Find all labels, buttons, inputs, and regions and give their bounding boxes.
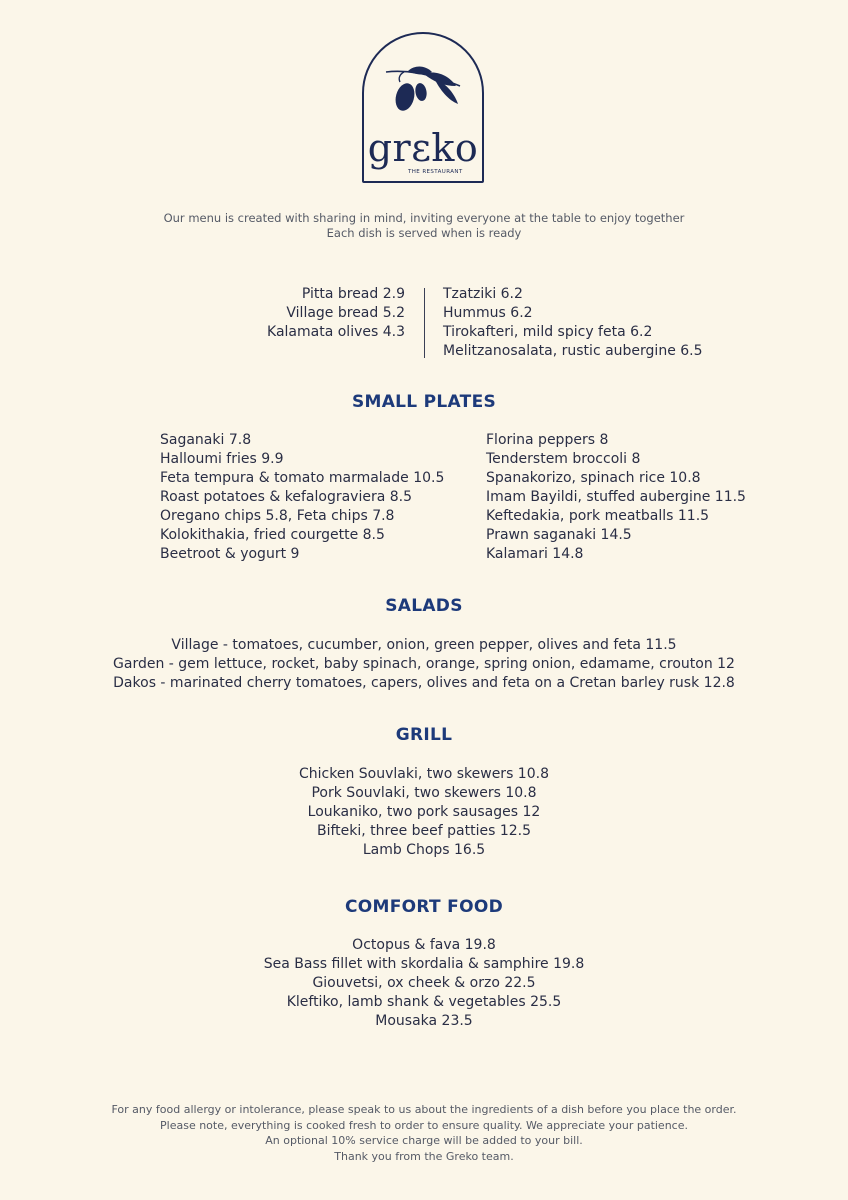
footer-line: Please note, everything is cooked fresh to order to ensure quality. We appreciate your patience. (160, 1118, 688, 1132)
menu-item: Loukaniko, two pork sausages 12 (307, 804, 541, 820)
logo-wordmark: grεko (367, 126, 479, 170)
menu-item: Prawn saganaki 14.5 (486, 527, 632, 543)
starters-right (443, 285, 703, 361)
menu-item: Tenderstem broccoli 8 (486, 451, 641, 467)
footer-line: For any food allergy or intolerance, please speak to us about the ingredients of a dish before you place the order. (111, 1103, 737, 1116)
menu-item: Pork Souvlaki, two skewers 10.8 (311, 785, 537, 801)
section-heading-small-plates: SMALL PLATES (351, 392, 497, 412)
footer-line: Thank you from the Greko team. (334, 1149, 514, 1163)
menu-item: Chicken Souvlaki, two skewers 10.8 (299, 766, 549, 782)
menu-item: Kalamata olives 4.3 (267, 324, 405, 340)
menu-item: Hummus 6.2 (443, 305, 533, 321)
menu-item: Halloumi fries 9.9 (160, 451, 284, 467)
menu-item: Saganaki 7.8 (160, 432, 252, 448)
footer-notes (0, 1102, 848, 1164)
menu-item: Village bread 5.2 (286, 305, 405, 321)
intro-text (0, 211, 848, 241)
small-plates-left (160, 431, 444, 564)
menu-item: Spanakorizo, spinach rice 10.8 (486, 470, 701, 486)
logo-tagline: THE RESTAURANT (408, 169, 463, 175)
menu-item: Tirokafteri, mild spicy feta 6.2 (443, 324, 653, 340)
starters-divider (424, 288, 425, 358)
menu-item: Beetroot & yogurt 9 (160, 546, 300, 562)
menu-item: Kalamari 14.8 (486, 546, 584, 562)
comfort-food-list (0, 936, 848, 1031)
menu-item: Melitzanosalata, rustic aubergine 6.5 (443, 343, 703, 359)
menu-item: Bifteki, three beef patties 12.5 (316, 823, 532, 839)
menu-item: Keftedakia, pork meatballs 11.5 (486, 508, 710, 524)
grill-list (0, 765, 848, 860)
menu-item: Tzatziki 6.2 (443, 286, 523, 302)
menu-item: Roast potatoes & kefalograviera 8.5 (160, 489, 413, 505)
menu-item: Mousaka 23.5 (375, 1013, 473, 1029)
menu-item: Dakos - marinated cherry tomatoes, capers, olives and feta on a Cretan barley rusk 12.8 (113, 675, 735, 691)
section-heading-comfort-food: COMFORT FOOD (345, 897, 503, 917)
menu-item: Garden - gem lettuce, rocket, baby spinach, orange, spring onion, edamame, crouton 12 (113, 656, 735, 672)
menu-item: Pitta bread 2.9 (301, 286, 405, 302)
menu-item: Lamb Chops 16.5 (362, 842, 486, 858)
starters-left (267, 285, 405, 342)
salads-list (0, 636, 848, 693)
intro-line: Our menu is created with sharing in mind, inviting everyone at the table to enjoy together (163, 211, 685, 225)
menu-item: Kleftiko, lamb shank & vegetables 25.5 (286, 994, 562, 1010)
menu-item: Feta tempura & tomato marmalade 10.5 (160, 470, 445, 486)
menu-item: Village - tomatoes, cucumber, onion, green pepper, olives and feta 11.5 (171, 637, 677, 653)
small-plates-right (486, 431, 746, 564)
menu-item: Imam Bayildi, stuffed aubergine 11.5 (486, 489, 746, 505)
menu-item: Oregano chips 5.8, Feta chips 7.8 (160, 508, 395, 524)
section-heading-grill: GRILL (395, 725, 453, 745)
section-heading-salads: SALADS (385, 596, 463, 616)
menu-item: Sea Bass fillet with skordalia & samphire 19.8 (263, 956, 585, 972)
menu-item: Kolokithakia, fried courgette 8.5 (160, 527, 385, 543)
intro-line: Each dish is served when is ready (326, 226, 522, 240)
menu-item: Giouvetsi, ox cheek & orzo 22.5 (312, 975, 536, 991)
restaurant-logo (362, 32, 484, 183)
menu-item: Florina peppers 8 (486, 432, 609, 448)
menu-item: Octopus & fava 19.8 (352, 937, 496, 953)
footer-line: An optional 10% service charge will be added to your bill. (265, 1134, 583, 1147)
